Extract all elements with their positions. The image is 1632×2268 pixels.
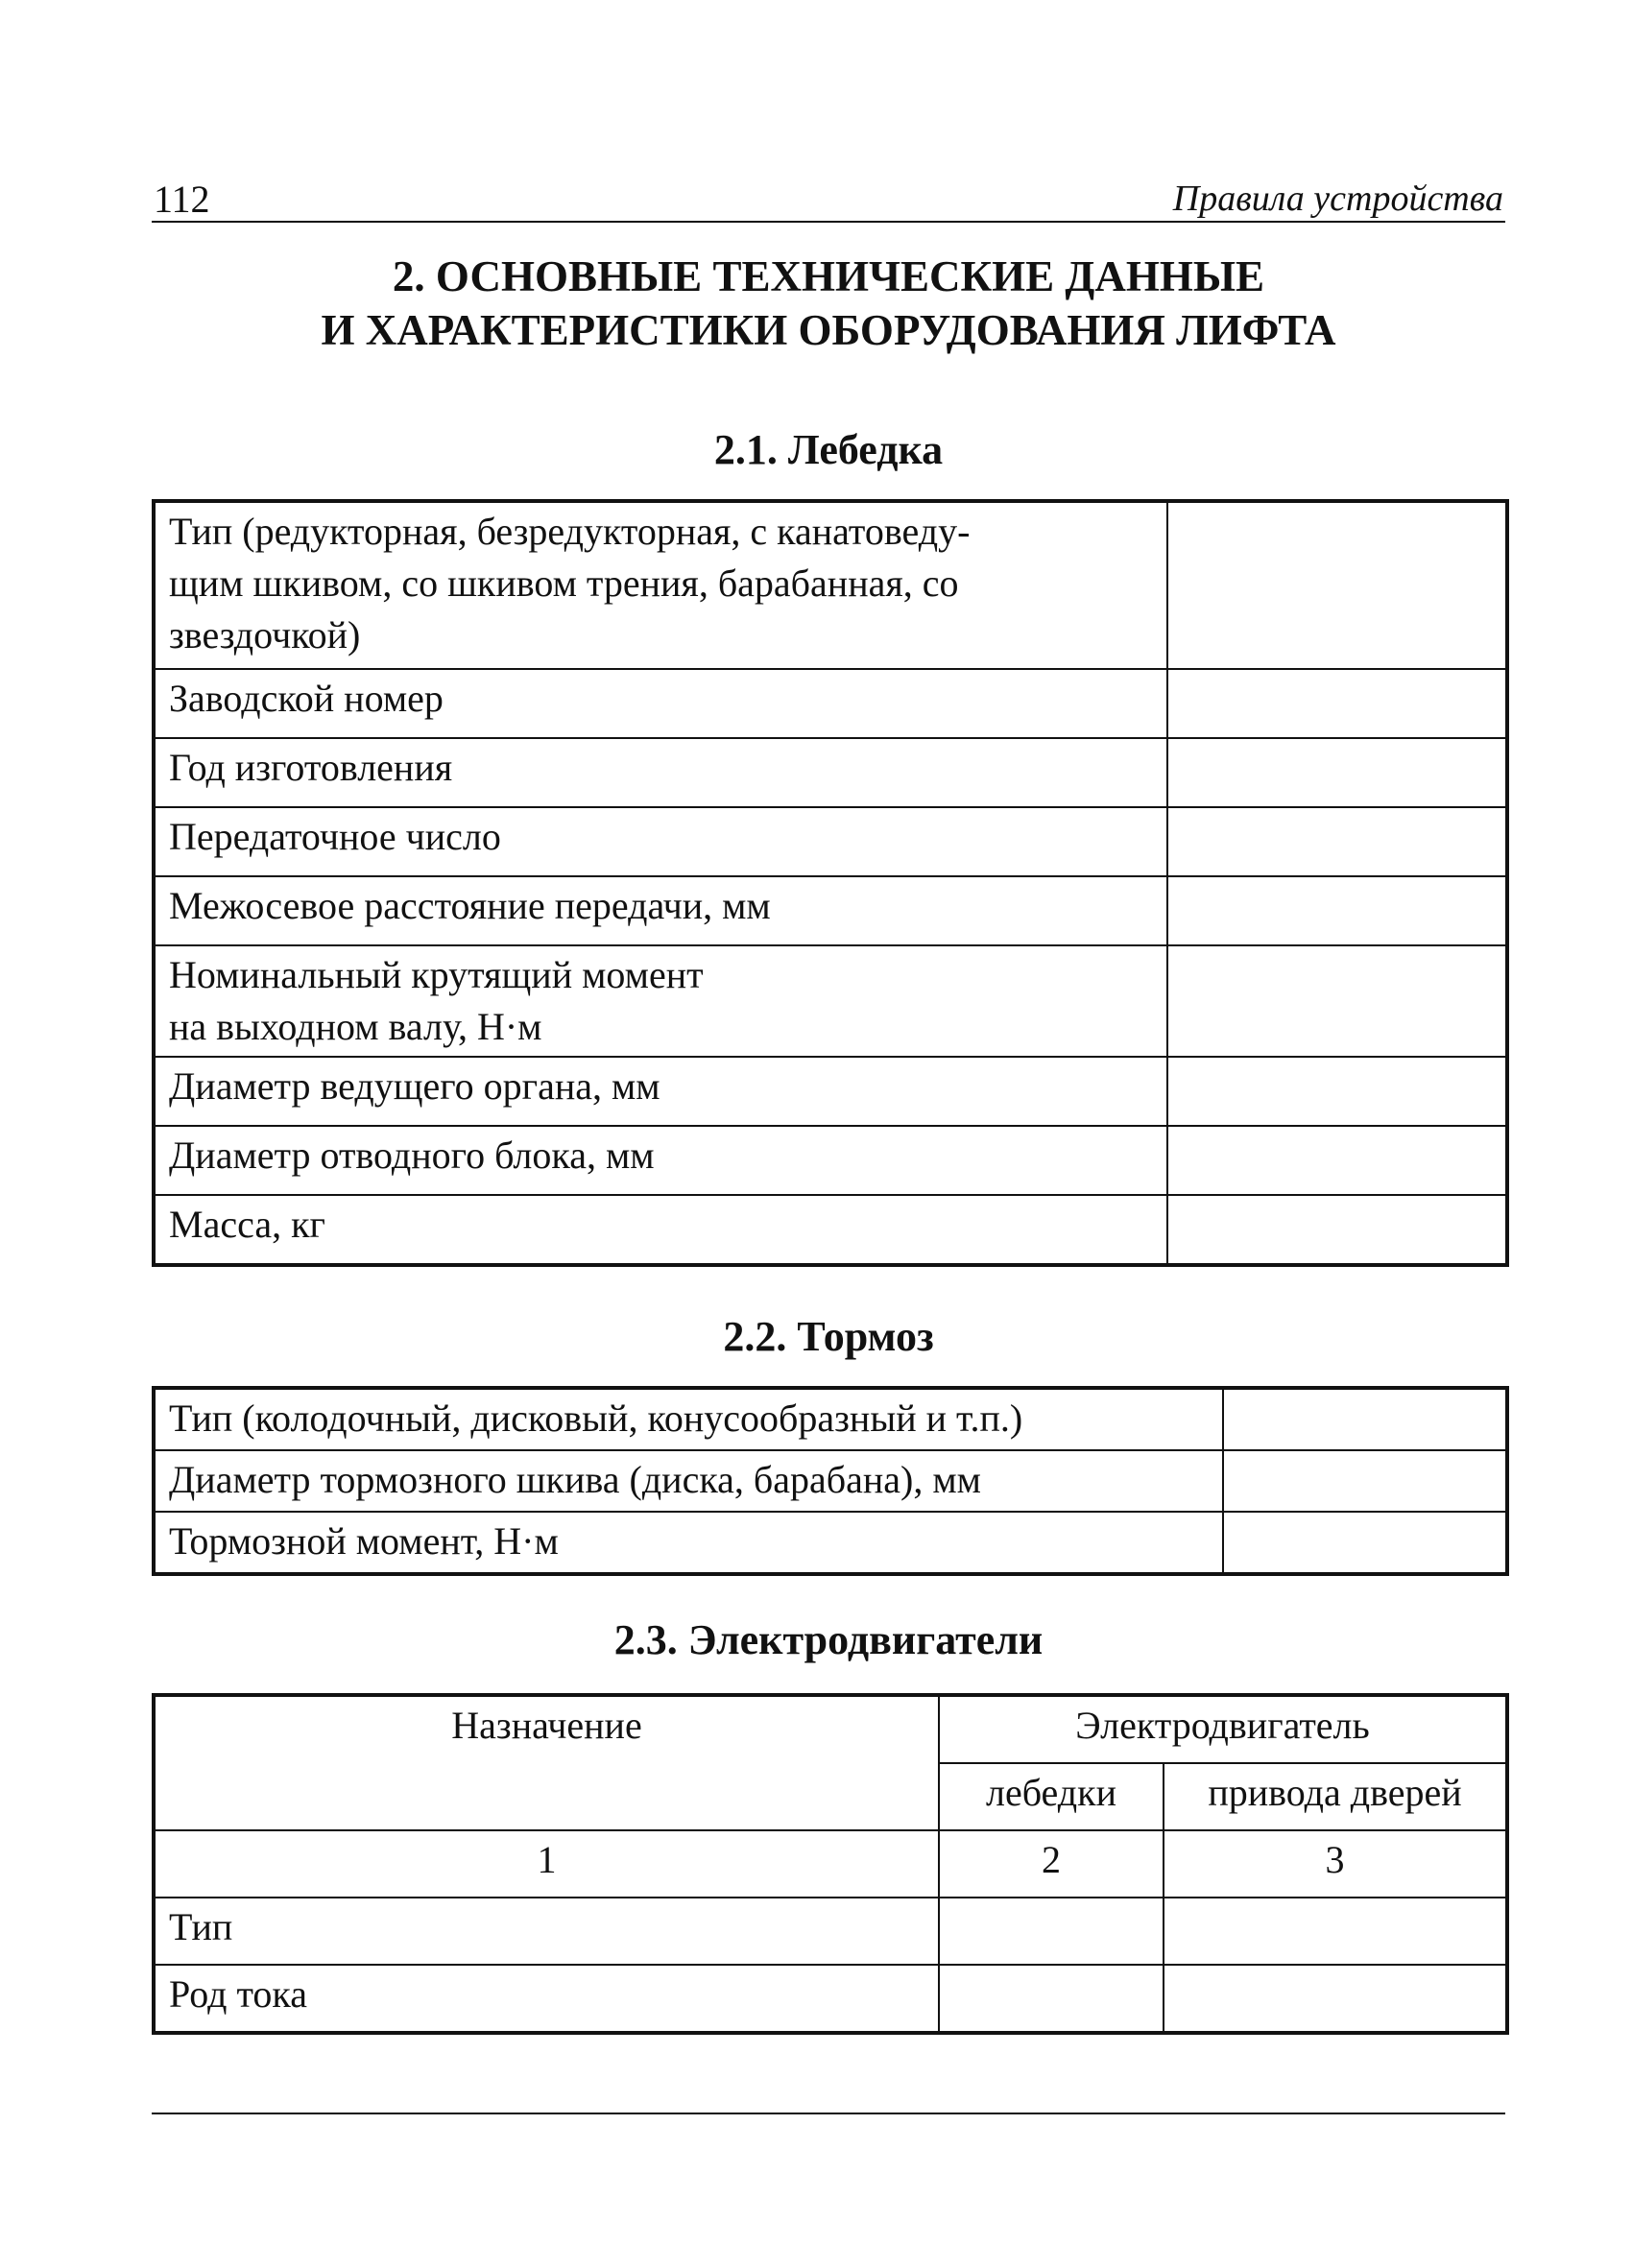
chapter-title: [152, 250, 1505, 357]
motors-table: [152, 1693, 1509, 2035]
row-label: [154, 945, 1167, 1057]
brake-table: [152, 1386, 1509, 1576]
chapter-title-line-2: И ХАРАКТЕРИСТИКИ ОБОРУДОВАНИЯ ЛИФТА: [321, 306, 1336, 354]
value-cell[interactable]: [1223, 1388, 1507, 1450]
value-cell[interactable]: [1167, 807, 1507, 876]
row-label: Тип: [154, 1898, 939, 1965]
column-number: 2: [939, 1830, 1164, 1898]
column-number-row: [154, 1830, 1507, 1898]
value-cell[interactable]: [1167, 669, 1507, 738]
row-label: Диаметр тормозного шкива (диска, барабана), мм: [154, 1450, 1223, 1512]
row-label-line: щим шкивом, со шкивом трения, барабанная, со: [169, 561, 959, 605]
row-label-line: Тип (редукторная, безредукторная, с канатоведу-: [169, 510, 971, 553]
row-label: Тип (колодочный, дисковый, конусообразный и т.п.): [154, 1388, 1223, 1450]
column-header-purpose: Назначение: [154, 1695, 939, 1830]
value-cell[interactable]: [1167, 501, 1507, 669]
section-title-winch: 2.1. Лебедка: [713, 426, 944, 473]
table-row: [154, 945, 1507, 1057]
value-cell[interactable]: [939, 1965, 1164, 2033]
column-header-door-drive: привода дверей: [1164, 1763, 1507, 1830]
row-label: Диаметр отводного блока, мм: [154, 1126, 1167, 1195]
table-row: [154, 876, 1507, 945]
row-label: [154, 501, 1167, 669]
table-row: [154, 1512, 1507, 1574]
row-label: Диаметр ведущего органа, мм: [154, 1057, 1167, 1126]
row-label: Род тока: [154, 1965, 939, 2033]
row-label-line: Номинальный крутящий момент: [169, 953, 704, 996]
table-row: [154, 1898, 1507, 1965]
row-label: Тормозной момент, Н·м: [154, 1512, 1223, 1574]
value-cell[interactable]: [1167, 876, 1507, 945]
table-row: [154, 1388, 1507, 1450]
footer-divider: [152, 2113, 1505, 2114]
row-label-line: звездочкой): [169, 613, 361, 657]
value-cell[interactable]: [1167, 1195, 1507, 1265]
value-cell[interactable]: [1167, 738, 1507, 807]
page-number: 112: [154, 178, 210, 221]
row-label: Заводской номер: [154, 669, 1167, 738]
column-number: 1: [154, 1830, 939, 1898]
table-row: [154, 669, 1507, 738]
value-cell[interactable]: [1167, 945, 1507, 1057]
table-row: [154, 1126, 1507, 1195]
table-row: [154, 807, 1507, 876]
row-label: Передаточное число: [154, 807, 1167, 876]
table-row: [154, 501, 1507, 669]
value-cell[interactable]: [1223, 1512, 1507, 1574]
column-header-winch: лебедки: [939, 1763, 1164, 1830]
table-row: [154, 1195, 1507, 1265]
row-label: Год изготовления: [154, 738, 1167, 807]
value-cell[interactable]: [1223, 1450, 1507, 1512]
section-title-motors: 2.3. Электродвигатели: [613, 1616, 1044, 1663]
table-row: [154, 1057, 1507, 1126]
value-cell[interactable]: [1167, 1057, 1507, 1126]
section-title-brake: 2.2. Тормоз: [723, 1313, 934, 1360]
table-header-row: [154, 1695, 1507, 1763]
column-header-motor: Электродвигатель: [939, 1695, 1507, 1763]
row-label-line: на выходном валу, Н·м: [169, 1005, 542, 1048]
value-cell[interactable]: [1164, 1965, 1507, 2033]
table-row: [154, 1965, 1507, 2033]
value-cell[interactable]: [1164, 1898, 1507, 1965]
value-cell[interactable]: [939, 1898, 1164, 1965]
document-page: [152, 173, 1505, 2035]
value-cell[interactable]: [1167, 1126, 1507, 1195]
row-label: Масса, кг: [154, 1195, 1167, 1265]
table-row: [154, 1450, 1507, 1512]
page-header: [152, 173, 1505, 223]
table-row: [154, 738, 1507, 807]
column-number: 3: [1164, 1830, 1507, 1898]
row-label: Межосевое расстояние передачи, мм: [154, 876, 1167, 945]
running-title: Правила устройства: [1172, 179, 1503, 219]
chapter-title-line-1: 2. ОСНОВНЫЕ ТЕХНИЧЕСКИЕ ДАННЫЕ: [392, 252, 1265, 300]
winch-table: [152, 499, 1509, 1267]
